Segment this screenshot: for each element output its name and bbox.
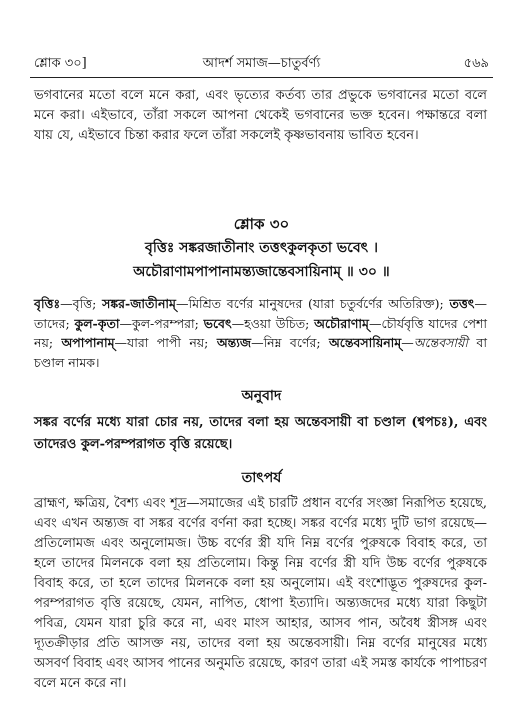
page-number: ৫৬৯	[463, 56, 489, 71]
purport-paragraph: ব্রাহ্মণ, ক্ষত্রিয়, বৈশ্য এবং শূদ্র—সমাজের এই চারটি প্রধান বর্ণের সংজ্ঞা নিরূপিত হয়েছে, এবং এখন অন্ত্যজ বা সঙ্কর বর্ণের বর্ণনা করা হচ্ছে। সঙ্কর বর্ণের মধ্যে দুটি ভাগ রয়েছে—প্রতিলোমজ এবং অনুলোমজ। উচ্চ বর্ণের স্ত্রী যদি নিম্ন বর্ণের পুরুষকে বিবাহ করে, তা হলে তাদের মিলনকে বলা হয় প্রতিলোম। কিন্তু নিম্ন বর্ণের স্ত্রী যদি উচ্চ বর্ণের পুরুষকে বিবাহ করে, তা হলে তাদের মিলনকে বলা হয় অনুলোম। এই বংশোদ্ভূত পুরুষদের কুল-পরম্পরাগত বৃত্তি রয়েছে, যেমন, নাপিত, ধোপা ইত্যাদি। অন্ত্যজদের মধ্যে যারা কিছুটা পবিত্র, যেমন যারা চুরি করে না, এবং মাংস আহার, আসব পান, অবৈধ স্ত্রীসঙ্গ এবং দ্যূতক্রীড়ার প্রতি আসক্ত নয়, তাদের বলা হয় অন্তেবসায়ী। নিম্ন বর্ণের মানুষের মধ্যে অসবর্ণ বিবাহ এবং আসব পানের অনুমতি রয়েছে, কারণ তারা এই সমস্ত কার্যকে পাপাচরণ বলে মনে করে না।	[34, 496, 487, 691]
synonym-meaning: —নিম্ন বর্ণের;	[251, 335, 329, 350]
synonym-term: তত্তৎ	[449, 296, 475, 311]
synonym-meaning: —যারা পাপী নয়;	[114, 335, 217, 350]
synonym-meaning: —কুল-পরম্পরা;	[119, 315, 204, 331]
verse-line-1: বৃত্তিঃ সঙ্করজাতীনাং তত্তৎকুলকৃতা ভবেৎ ।	[145, 240, 378, 256]
synonym-meaning: —বৃত্তি;	[60, 296, 103, 311]
translation-paragraph: সঙ্কর বর্ণের মধ্যে যারা চোর নয়, তাদের বলা হয় অন্তেবসায়ী বা চণ্ডাল (শ্বপচঃ), এবং তাদেরও কুল-পরম্পরাগত বৃত্তি রয়েছে।	[34, 415, 487, 452]
synonyms-paragraph	[34, 294, 487, 372]
header-rule	[30, 77, 493, 78]
synonym-meaning: —হওয়া উচিত;	[231, 315, 315, 331]
synonym-term: অন্ত্যজ	[216, 335, 252, 350]
synonym-term: বৃত্তিঃ	[34, 296, 61, 311]
verse-line-2: অচৌরাণামপাপানামন্ত্যজান্তেবসায়িনাম্ ॥ ৩০ ॥	[133, 264, 390, 280]
synonym-term: অন্তেবসায়িনাম্	[328, 335, 402, 350]
translation-heading: অনুবাদ	[241, 388, 282, 404]
header-chapter-title: আদর্শ সমাজ—চাতুর্বর্ণ্য	[202, 56, 321, 71]
verse-title: শ্লোক ৩০	[233, 215, 290, 233]
synonym-meaning: বা চণ্ডাল নামক।	[34, 335, 487, 370]
synonym-term: অপাপানাম্	[61, 335, 115, 350]
header-verse-ref: শ্লোক ৩০]	[34, 56, 87, 71]
purport-heading: তাৎপর্য	[241, 470, 282, 486]
synonym-term: ভবেৎ	[203, 315, 232, 331]
synonym-meaning: —তাদের;	[34, 296, 487, 331]
synonym-term: কুল-কৃতা	[74, 315, 120, 331]
running-header	[34, 54, 489, 74]
synonym-term: সঙ্কর-জাতীনাম্	[102, 296, 176, 311]
intro-paragraph: ভগবানের মতো বলে মনে করা, এবং ভৃত্যের কর্তব্য তার প্রভুকে ভগবানের মতো বলে মনে করা। এইভাবে, তাঁরা সকলে আপনা থেকেই ভগবানের ভক্ত হবেন। পক্ষান্তরে বলা যায় যে, এইভাবে চিন্তা করার ফলে তাঁরা সকলেই কৃষ্ণভাবনায় ভাবিত হবেন।	[34, 88, 487, 143]
synonym-meaning: —চৌর্যবৃত্তি যাদের পেশা নয়;	[34, 315, 488, 350]
synonym-term: অচৌরাণাম্	[314, 315, 369, 331]
synonym-meaning: —মিশ্রিত বর্ণের মানুষদের (যারা চতুর্বর্ণের অতিরিক্ত);	[176, 296, 450, 311]
synonym-italic-term: অন্তেবসায়ী	[413, 335, 468, 350]
synonym-dash: —	[401, 335, 414, 350]
